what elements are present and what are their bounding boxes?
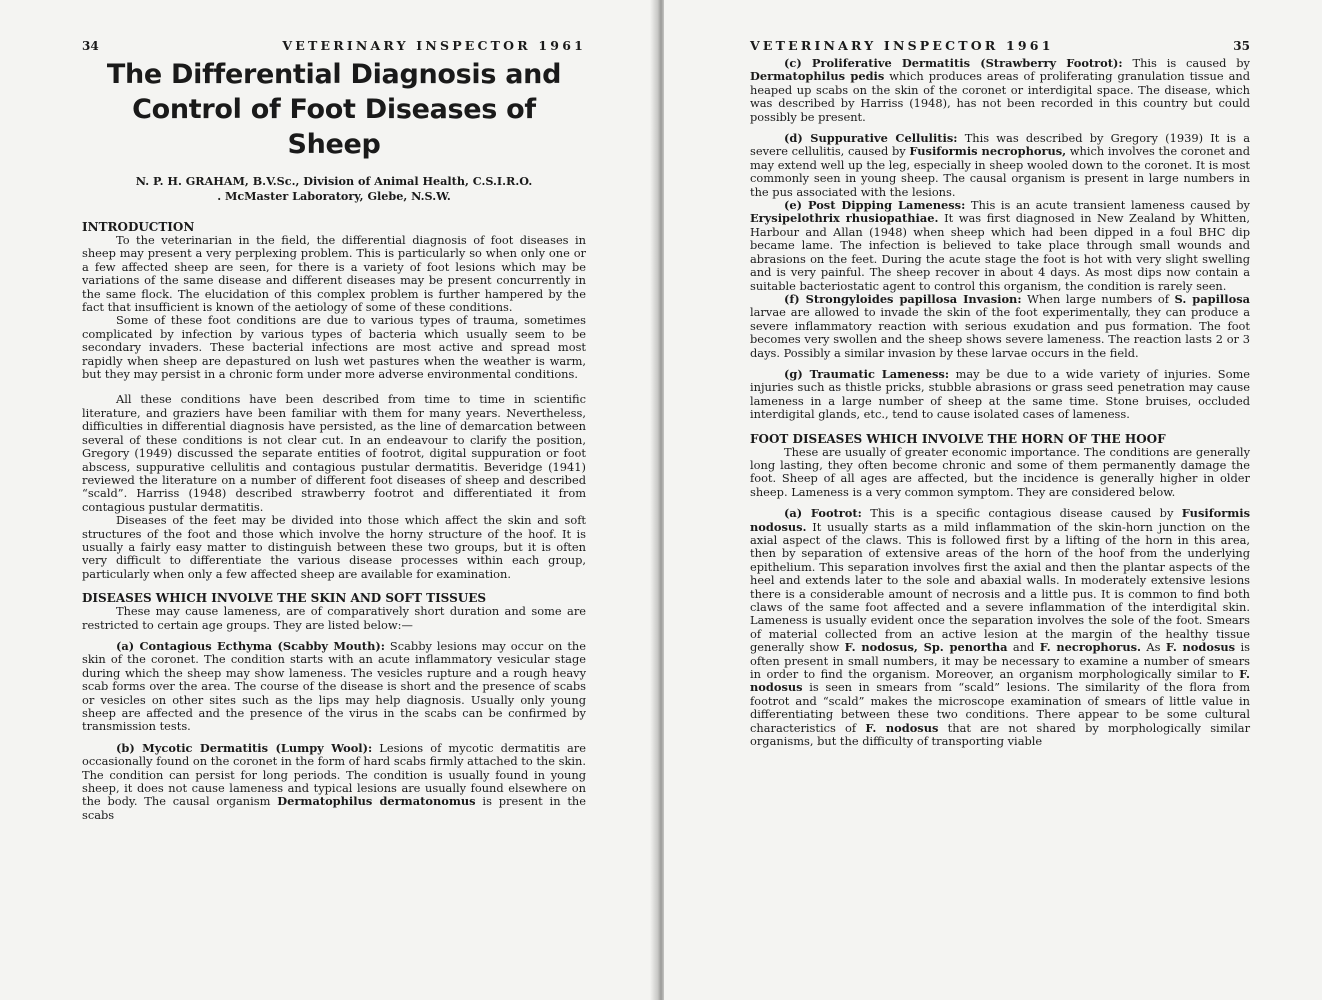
skin-intro-paragraph: These may cause lameness, are of comparatively short duration and some are restricted to certain age groups. They are listed below:— bbox=[82, 604, 586, 632]
article-title: The Differential Diagnosis and Control of Foot Diseases of Sheep bbox=[106, 59, 562, 160]
running-head-title-right: VETERINARY INSPECTOR 1961 bbox=[750, 38, 1054, 53]
item-c-organism: Dermatophilus pedis bbox=[750, 69, 885, 84]
page-number-right: 35 bbox=[1233, 39, 1250, 53]
introduction-heading: INTRODUCTION bbox=[82, 220, 195, 234]
running-head-title-left: VETERINARY INSPECTOR 1961 bbox=[282, 38, 586, 53]
footrot-text-5: is often present in small numbers, it may be necessary to examine a number of smears in order to find the organism. Moreover, an organism morphologically similar to bbox=[750, 640, 1250, 682]
item-b-label: (b) Mycotic Dermatitis (Lumpy Wool): bbox=[116, 740, 373, 755]
intro-paragraph-3: All these conditions have been described from time to time in scientific literature, and graziers have been familiar with them for many years. Nevertheless, difficulties in differential diagnosis have persisted, as the line of demarcation between several of these conditions is not clear cut. In an endeavour to clarify the position, Gregory (1949) discussed the separate entities of footrot, digital suppuration or foot abscess, suppurative cellulitis and contagious pustular dermatitis. Beveridge (1941) reviewed the literature on a number of different foot diseases of sheep and described “scald”. Harriss (1948) described strawberry footrot and differentiated it from contagious pustular dermatitis. bbox=[82, 392, 586, 514]
item-g-label: (g) Traumatic Lameness: bbox=[784, 366, 950, 381]
footrot-organism-4: F. nodosus bbox=[1165, 640, 1236, 655]
footrot-organism-3: F. necrophorus. bbox=[1039, 640, 1141, 655]
intro-paragraph-1: To the veterinarian in the field, the differential diagnosis of foot diseases in sheep may present a very perplexing problem. This is particularly so when only one or a few affected sheep are seen, for there is a variety of foot lesions which may be variations of the same disease and different diseases may be present concurrently in the same flock. The elucidation of this complex problem is further hampered by the fact that insufficient is known of the aetiology of some of these conditions. bbox=[82, 233, 586, 315]
item-a-label: (a) Contagious Ecthyma (Scabby Mouth): bbox=[116, 638, 385, 653]
item-e-organism: Erysipelothrix rhusiopathiae. bbox=[750, 211, 939, 226]
item-e-paragraph bbox=[750, 199, 1250, 293]
item-d-label: (d) Suppurative Cellulitis: bbox=[784, 131, 958, 146]
horn-intro-paragraph: These are usually of greater economic importance. The conditions are generally long lasting, they often become chronic and some of them permanently damage the foot. Sheep of all ages are affected, but the incidence is generally higher in older sheep. Lameness is a very common symptom. They are considered below. bbox=[750, 444, 1250, 499]
item-d-text-1: This was described by Gregory (1939) It is a severe cellulitis, caused by bbox=[750, 131, 1251, 159]
item-c-paragraph bbox=[750, 57, 1250, 124]
byline-author: N. P. H. GRAHAM, B.V.Sc., Division of Animal Health, C.S.I.R.O. bbox=[135, 174, 533, 188]
footrot-organism-2: F. nodosus, Sp. penortha bbox=[844, 640, 1008, 655]
item-b-text-2: is present in the scabs bbox=[82, 794, 587, 822]
footrot-organism-6: F. nodosus bbox=[865, 720, 939, 735]
footrot-text-3: and bbox=[1007, 640, 1040, 655]
horn-diseases-heading: FOOT DISEASES WHICH INVOLVE THE HORN OF THE HOOF bbox=[750, 431, 1166, 446]
footrot-paragraph bbox=[750, 507, 1250, 748]
skin-diseases-heading: DISEASES WHICH INVOLVE THE SKIN AND SOFT TISSUES bbox=[82, 591, 487, 606]
item-d-text-2: which involves the coronet and may extend well up the leg, especially in sheep wooled down to the coronet. It is most commonly seen in young sheep. The causal organism is present in large numbers in the pus associated with the lesions. bbox=[750, 144, 1250, 199]
item-a-text: Scabby lesions may occur on the skin of the coronet. The condition starts with an acute inflammatory vesicular stage during which the sheep may show lameness. The vesicles rupture and a rough heavy scab forms over the area. The course of the disease is short and the presence of scabs or vesicles on other sites such as the lips may help diagnosis. Usually only young sheep are affected and the presence of the virus in the scabs can be confirmed by transmission tests. bbox=[82, 638, 587, 734]
footrot-organism-5: F. nodosus bbox=[750, 667, 1250, 695]
footrot-label: (a) Footrot: bbox=[784, 506, 862, 521]
item-f-text-2: larvae are allowed to invade the skin of the foot experimentally, they can produce a severe inflammatory reaction with serious exudation and pus formation. The foot becomes very swollen and the sheep shows severe lameness. The reaction lasts 2 or 3 days. Possibly a similar invasion by these larvae occurs in the field. bbox=[750, 305, 1250, 360]
item-f-label: (f) Strongyloides papillosa Invasion: bbox=[784, 291, 1022, 306]
footrot-text-6: is seen in smears from “scald” lesions. The similarity of the flora from footrot and “scald” makes the microscope examination of smears of little value in differentiating between these two conditions. There appear to be some cultural characteristics of bbox=[750, 680, 1250, 735]
footrot-organism-1: Fusiformis nodosus. bbox=[750, 506, 1250, 534]
intro-paragraph-2: Some of these foot conditions are due to various types of trauma, sometimes complicated by infection by various types of bacteria which usually seem to be secondary invaders. These bacterial infections are most active and spread most rapidly when sheep are depastured on lush wet pastures when the weather is warm, but they may persist in a chronic form under more adverse environmental conditions. bbox=[82, 313, 586, 382]
footrot-text-1: This is a specific contagious disease caused by bbox=[861, 506, 1182, 521]
item-e-text-1: This is an acute transient lameness caused by bbox=[965, 198, 1250, 213]
running-head-left bbox=[82, 38, 586, 53]
item-b-paragraph bbox=[82, 742, 586, 822]
byline bbox=[82, 174, 586, 204]
left-page bbox=[0, 0, 658, 1000]
item-c-text-2: which produces areas of proliferating granulation tissue and heaped up scabs on the skin of the coronet or interdigital space. The disease, which was described by Harriss (1948), has not been recorded in this country but could possibly be present. bbox=[750, 69, 1250, 124]
item-a-paragraph bbox=[82, 640, 586, 734]
item-c-text-1: This is caused by bbox=[1122, 56, 1250, 70]
item-f-paragraph bbox=[750, 293, 1250, 360]
item-d-organism: Fusiformis necrophorus, bbox=[909, 144, 1067, 159]
running-head-right bbox=[750, 38, 1250, 53]
intro-paragraph-4: Diseases of the feet may be divided into those which affect the skin and soft structures of the foot and those which involve the horny structure of the hoof. It is usually a fairly easy matter to distinguish between these two groups, but it is often very difficult to differentiate the various disease processes within each group, particularly when only a few affected sheep are available for examination. bbox=[82, 513, 586, 581]
footrot-text-4: As bbox=[1140, 640, 1166, 655]
item-e-text-2: It was first diagnosed in New Zealand by Whitten, Harbour and Allan (1948) when sheep which had been dipped in a foul BHC dip became lame. The infection is believed to take place through small wounds and abrasions on the feet. During the acute stage the foot is hot with very slight swelling and is very painful. The sheep recover in about 4 days. As most dips now contain a suitable bacteriostatic agent to control this organism, the condition is rarely seen. bbox=[750, 211, 1250, 293]
item-b-organism: Dermatophilus dermatonomus bbox=[277, 794, 476, 809]
byline-affiliation: . McMaster Laboratory, Glebe, N.S.W. bbox=[217, 189, 451, 203]
item-f-organism: S. papillosa bbox=[1174, 291, 1250, 306]
item-e-label: (e) Post Dipping Lameness: bbox=[784, 198, 966, 213]
item-c-label: (c) Proliferative Dermatitis (Strawberry Footrot): bbox=[784, 56, 1123, 70]
right-page bbox=[664, 0, 1322, 1000]
item-g-text: may be due to a wide variety of injuries. Some injuries such as thistle pricks, stubble abrasions or grass seed penetration may cause lameness in a large number of sheep at the same time. Stone bruises, occluded interdigital glands, etc., tend to cause isolated cases of lameness. bbox=[750, 366, 1250, 422]
item-g-paragraph bbox=[750, 368, 1250, 422]
page-number-left: 34 bbox=[82, 39, 99, 53]
footrot-text-7: that are not shared by morphologically similar organisms, but the difficulty of transporting viable bbox=[750, 720, 1251, 749]
item-b-text-1: Lesions of mycotic dermatitis are occasionally found on the coronet in the form of hard scabs firmly attached to the skin. The condition can persist for long periods. The condition is usually found in young sheep, it does not cause lameness and typical lesions are usually found elsewhere on the body. The causal organism bbox=[82, 740, 586, 809]
item-d-paragraph bbox=[750, 132, 1250, 199]
footrot-text-2: It usually starts as a mild inflammation of the skin-horn junction on the axial aspect of the claws. This is followed first by a lifting of the horn in this area, then by separation of extensive areas of the horn of the hoof from the underlying epithelium. This separation involves first the axial and then the plantar aspects of the heel and extends later to the sole and abaxial walls. In moderately extensive lesions there is a considerable amount of necrosis and a little pus. It is common to find both claws of the same foot affected and a severe inflammation of the interdigital skin. Lameness is usually evident once the separation involves the sole of the foot. Smears of material collected from an active lesion at the margin of the healthy tissue generally show bbox=[750, 519, 1250, 655]
item-f-text-1: When large numbers of bbox=[1021, 291, 1175, 306]
